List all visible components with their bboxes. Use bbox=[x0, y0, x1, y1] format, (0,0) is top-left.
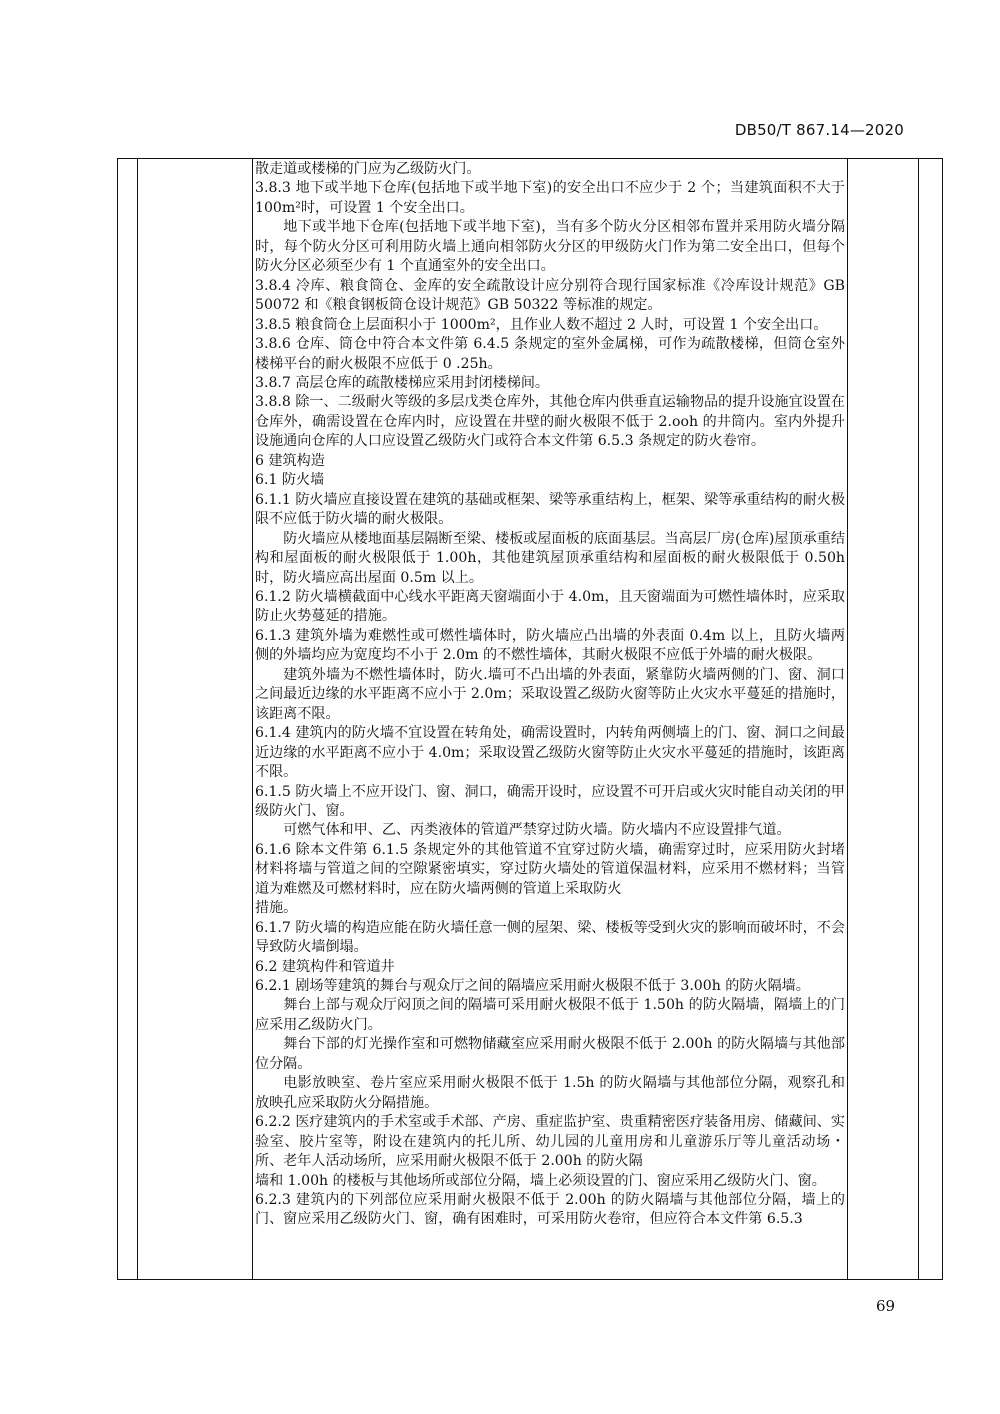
paragraph: 6.2.2 医疗建筑内的手术室或手术部、产房、重症监护室、贵重精密医疗装备用房、储藏间、实验室、胶片室等，附设在建筑内的托儿所、幼儿园的儿童用房和儿童游乐厅等儿童活动场・所、老年人活动场所，应采用耐火极限不低于 2.00h 的防火隔 bbox=[255, 1114, 845, 1170]
paragraph: 3.8.3 地下或半地下仓库(包括地下或半地下室)的安全出口不应少于 2 个；当建筑面积不大于 100m²时，可设置 1 个安全出口。 bbox=[255, 180, 845, 216]
paragraph: 6.1.4 建筑内的防火墙不宜设置在转角处，确需设置时，内转角两侧墙上的门、窗、洞口之间最近边缘的水平距离不应小于 4.0m；采取设置乙级防火窗等防止火灾水平蔓延的措施时，该距离不限。 bbox=[255, 725, 845, 781]
paragraph: 散走道或楼梯的门应为乙级防火门。 bbox=[255, 161, 481, 177]
paragraph: 6.1.1 防火墙应直接设置在建筑的基础或框架、梁等承重结构上，框架、梁等承重结构的耐火极限不应低于防火墙的耐火极限。 bbox=[255, 491, 845, 528]
column-divider bbox=[847, 159, 848, 1279]
paragraph: 6.1.6 除本文件第 6.1.5 条规定外的其他管道不宜穿过防火墙，确需穿过时，应采用防火封堵材料将墙与管道之间的空隙紧密填实，穿过防火墙处的管道保温材料，应采用不燃材料；当管道为难燃及可燃材料时，应在防火墙两侧的管道上采取防火 bbox=[255, 841, 845, 897]
paragraph: 6.1.3 建筑外墙为难燃性或可燃性墙体时，防火墙应凸出墙的外表面 0.4m 以上，且防火墙两侧的外墙均应为宽度均不小于 2.0m 的不燃性墙体，其耐火极限不应低于外墙的耐火极限。 bbox=[255, 627, 845, 664]
paragraph: 防火墙应从楼地面基层隔断至梁、楼板或屋面板的底面基层。当高层厂房(仓库)屋顶承重结构和屋面板的耐火极限低于 1.00h，其他建筑屋顶承重结构和屋面板的耐火极限低于 0.50h 时，防火墙应高出屋面 0.5m 以上。 bbox=[255, 530, 845, 586]
paragraph: 舞台下部的灯光操作室和可燃物储藏室应采用耐火极限不低于 2.00h 的防火隔墙与其他部位分隔。 bbox=[255, 1036, 845, 1072]
standard-code: DB50/T 867.14—2020 bbox=[734, 121, 904, 139]
paragraph: 建筑外墙为不燃性墙体时，防火.墙可不凸出墙的外表面，紧靠防火墙两侧的门、窗、洞口之间最近边缘的水平距离不应小于 2.0m；采取设置乙级防火窗等防止火灾水平蔓延的措施时，该距离不限。 bbox=[255, 666, 845, 722]
subsection-heading: 6.2 建筑构件和管道井 bbox=[255, 958, 395, 975]
column-divider bbox=[918, 159, 919, 1279]
paragraph: 6.2.1 剧场等建筑的舞台与观众厅之间的隔墙应采用耐火极限不低于 3.00h 的防火隔墙。 bbox=[255, 978, 810, 995]
section-heading: 6 建筑构造 bbox=[255, 452, 325, 469]
paragraph: 3.8.5 粮食筒仓上层面积小于 1000m²，且作业人数不超过 2 人时，可设置 1 个安全出口。 bbox=[255, 316, 828, 333]
content-table bbox=[117, 158, 943, 1280]
subsection-heading: 6.1 防火墙 bbox=[255, 472, 325, 489]
paragraph: 措施。 bbox=[255, 900, 298, 917]
paragraph: 6.1.2 防火墙横截面中心线水平距离天窗端面小于 4.0m，且天窗端面为可燃性墙体时，应采取防止火势蔓延的措施。 bbox=[255, 588, 845, 625]
paragraph: 电影放映室、卷片室应采用耐火极限不低于 1.5h 的防火隔墙与其他部位分隔，观察孔和放映孔应采取防火分隔措施。 bbox=[255, 1075, 845, 1111]
paragraph: 3.8.8 除一、二级耐火等级的多层戊类仓库外，其他仓库内供垂直运输物品的提升设施宜设置在仓库外，确需设置在仓库内时，应设置在井壁的耐火极限不低于 2.ooh 的井筒内。室内外提升设施通向仓库的人口应设置乙级防火门或符合本文件第 6.5.3 条规定的防火卷帘。 bbox=[255, 394, 845, 450]
paragraph: 6.1.5 防火墙上不应开设门、窗、洞口，确需开设时，应设置不可开启或火灾时能自动关闭的甲级防火门、窗。 bbox=[255, 783, 845, 819]
page-number: 69 bbox=[876, 1297, 896, 1315]
paragraph: 3.8.7 高层仓库的疏散楼梯应采用封闭楼梯间。 bbox=[255, 374, 550, 391]
paragraph: 墙和 1.00h 的楼板与其他场所或部位分隔，墙上必须设置的门、窗应采用乙级防火门、窗。 bbox=[255, 1172, 826, 1189]
column-divider bbox=[137, 159, 138, 1279]
paragraph: 舞台上部与观众厅闷顶之间的隔墙可采用耐火极限不低于 1.50h 的防火隔墙，隔墙上的门应采用乙级防火门。 bbox=[255, 997, 845, 1033]
paragraph: 地下或半地下仓库(包括地下或半地下室)，当有多个防火分区相邻布置并采用防火墙分隔时，每个防火分区可利用防火墙上通向相邻防火分区的甲级防火门作为第二安全出口，但每个防火分区必须至少有 1 个直通室外的安全出口。 bbox=[255, 219, 845, 275]
column-divider bbox=[252, 159, 253, 1279]
clause-text bbox=[255, 160, 845, 1230]
paragraph: 3.8.4 冷库、粮食筒仓、金库的安全疏散设计应分别符合现行国家标准《冷库设计规范》GB 50072 和《粮食钢板筒仓设计规范》GB 50322 等标准的规定。 bbox=[255, 277, 845, 314]
paragraph: 6.1.7 防火墙的构造应能在防火墙任意一侧的屋架、梁、楼板等受到火灾的影响而破坏时，不会导致防火墙倒塌。 bbox=[255, 919, 845, 956]
paragraph: 可燃气体和甲、乙、丙类液体的管道严禁穿过防火墙。防火墙内不应设置排气道。 bbox=[283, 822, 791, 839]
paragraph: 6.2.3 建筑内的下列部位应采用耐火极限不低于 2.00h 的防火隔墙与其他部位分隔，墙上的门、窗应采用乙级防火门、窗，确有困难时，可采用防火卷帘，但应符合本文件第 6.5.3 bbox=[255, 1192, 845, 1228]
paragraph: 3.8.6 仓库、筒仓中符合本文件第 6.4.5 条规定的室外金属梯，可作为疏散楼梯，但筒仓室外楼梯平台的耐火极限不应低于 0 .25h。 bbox=[255, 336, 845, 372]
